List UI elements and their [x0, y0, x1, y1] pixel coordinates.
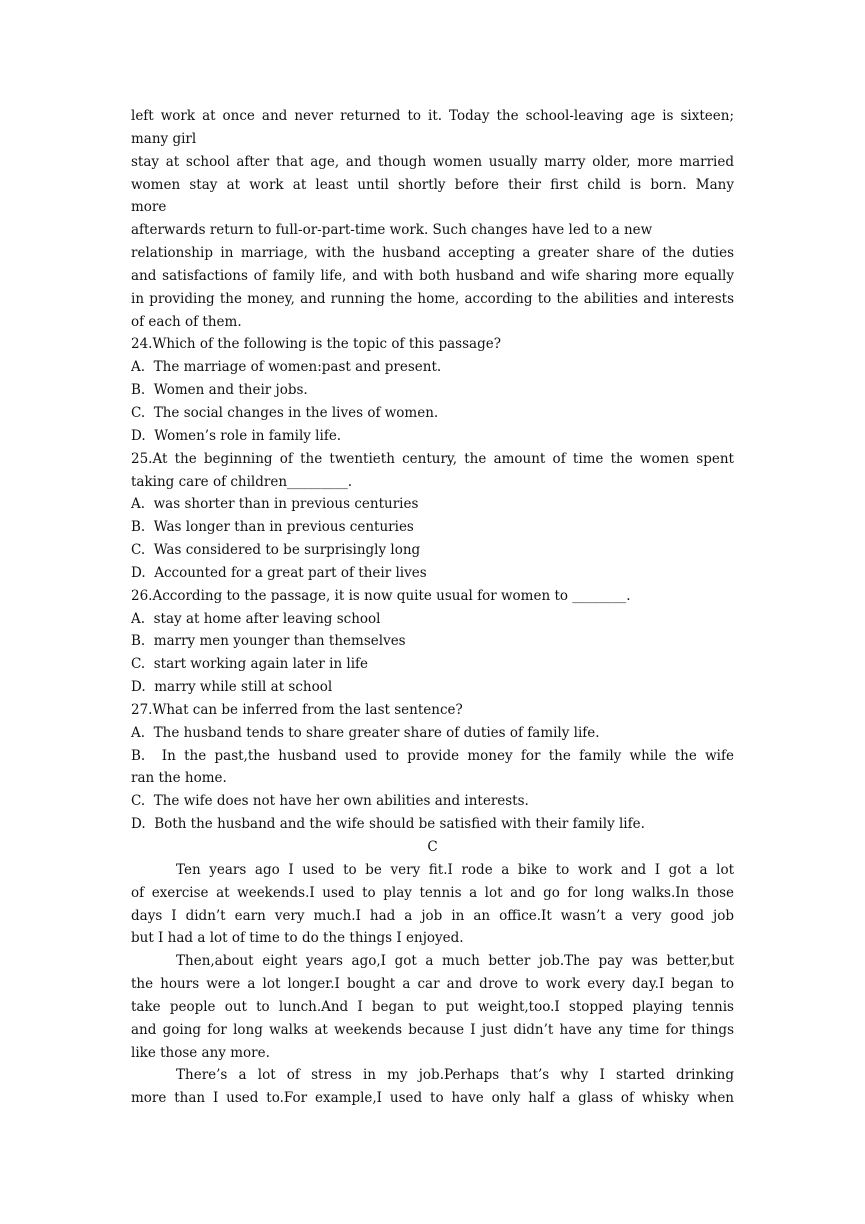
passage-line: in providing the money, and running the home, according to the abilities and interests: [131, 290, 734, 307]
passage-line: There’s a lot of stress in my job.Perhaps that’s why I started drinking: [176, 1067, 734, 1084]
answer-option: B. Was longer than in previous centuries: [131, 519, 414, 536]
passage-line: the hours were a lot longer.I bought a car and drove to work every day.I began to: [131, 976, 734, 993]
document-page: [131, 105, 734, 1110]
passage-line: women stay at work at least until shortly before their first child is born. Many: [131, 176, 734, 193]
answer-option-continued: ran the home.: [131, 770, 227, 787]
passage-line: many girl: [131, 130, 197, 147]
passage-line: Then,about eight years ago,I got a much better job.The pay was better,but: [176, 953, 734, 970]
passage-line: like those any more.: [131, 1044, 270, 1061]
question-stem: 26.According to the passage, it is now quite usual for women to ________.: [131, 587, 631, 604]
answer-option: A. was shorter than in previous centuries: [131, 496, 419, 513]
passage-line: days I didn’t earn very much.I had a job in an office.It wasn’t a very good job: [131, 907, 734, 924]
answer-option: C. start working again later in life: [131, 656, 369, 673]
passage-line: relationship in marriage, with the husband accepting a greater share of the duties: [131, 245, 734, 262]
answer-option: A. stay at home after leaving school: [131, 610, 381, 627]
passage-line: afterwards return to full-or-part-time work. Such changes have led to a new: [131, 222, 653, 239]
question-stem: 24.Which of the following is the topic of this passage?: [131, 336, 501, 353]
question-stem: 27.What can be inferred from the last sentence?: [131, 701, 463, 718]
answer-option: B. Women and their jobs.: [131, 382, 308, 399]
section-c-paragraph-2: [131, 950, 734, 1064]
question-27: [131, 699, 734, 836]
section-heading: C: [427, 839, 438, 855]
question-stem: 25.At the beginning of the twentieth century, the amount of time the women spent: [131, 450, 734, 467]
answer-option: B. In the past,the husband used to provide money for the family while the wife: [131, 747, 734, 764]
passage-line: take people out to lunch.And I began to put weight,too.I stopped playing tennis: [131, 998, 734, 1015]
passage-line: and going for long walks at weekends because I just didn’t have any time for things: [131, 1021, 734, 1038]
passage-line: more: [131, 199, 167, 216]
passage-line: but I had a lot of time to do the things I enjoyed.: [131, 930, 464, 947]
answer-option: C. Was considered to be surprisingly long: [131, 542, 421, 559]
answer-option: A. The marriage of women:past and present.: [131, 359, 442, 376]
passage-line: stay at school after that age, and though women usually marry older, more married: [131, 153, 734, 170]
answer-option: D. Both the husband and the wife should be satisfied with their family life.: [131, 816, 645, 833]
passage-line: Ten years ago I used to be very fit.I rode a bike to work and I got a lot: [176, 861, 734, 878]
question-26: [131, 585, 734, 699]
section-c-paragraph-3: [131, 1064, 734, 1110]
answer-option: D. marry while still at school: [131, 679, 333, 696]
answer-option: C. The social changes in the lives of women.: [131, 404, 439, 421]
passage-line: of exercise at weekends.I used to play tennis a lot and go for long walks.In those: [131, 884, 734, 901]
answer-option: A. The husband tends to share greater share of duties of family life.: [131, 724, 600, 741]
passage-b-continuation: [131, 105, 734, 333]
passage-line: left work at once and never returned to it. Today the school-leaving age is sixteen;: [131, 108, 734, 124]
section-c-paragraph-1: [131, 859, 734, 950]
passage-line: more than I used to.For example,I used to have only half a glass of whisky when: [131, 1090, 734, 1107]
answer-option: D. Accounted for a great part of their lives: [131, 564, 427, 581]
passage-line: and satisfactions of family life, and with both husband and wife sharing more equally: [131, 267, 734, 284]
question-24: [131, 333, 734, 447]
answer-option: B. marry men younger than themselves: [131, 633, 406, 650]
passage-line: of each of them.: [131, 313, 242, 330]
question-stem-continued: taking care of children_________.: [131, 473, 353, 490]
answer-option: C. The wife does not have her own abilities and interests.: [131, 793, 529, 810]
answer-option: D. Women’s role in family life.: [131, 427, 342, 444]
question-25: [131, 448, 734, 585]
